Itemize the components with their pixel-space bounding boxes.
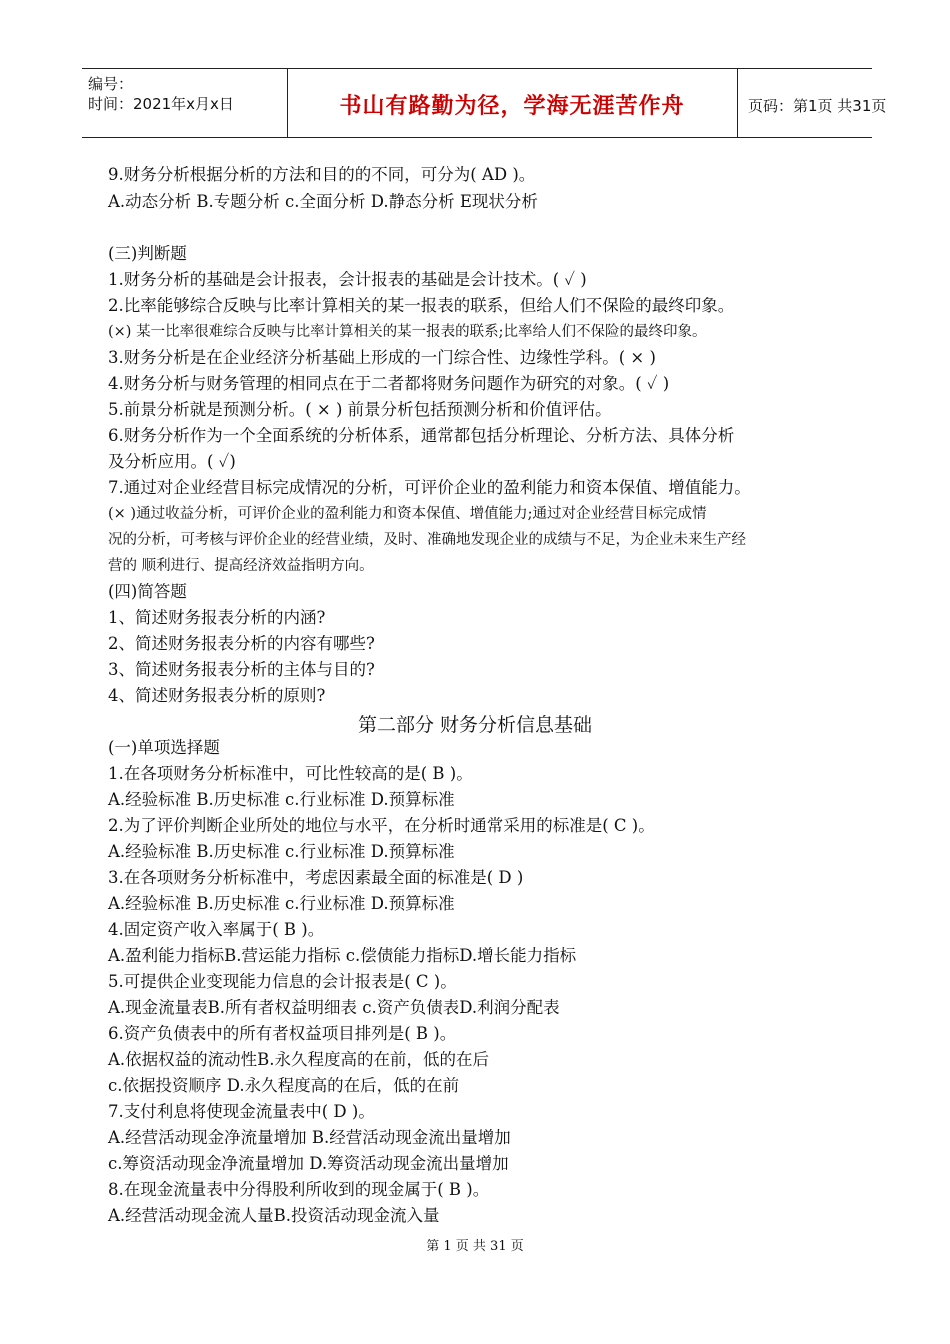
text-line: 4.固定资产收入率属于( B )。 bbox=[108, 920, 325, 939]
document-time-label: 时间：2021年x月x日 bbox=[88, 95, 234, 113]
text-line: (×) 某一比率很难综合反映与比率计算相关的某一报表的联系;比率给人们不保险的最终印象。 bbox=[108, 324, 707, 340]
section-title: 第二部分 财务分析信息基础 bbox=[357, 714, 593, 736]
text-line: 7.通过对企业经营目标完成情况的分析，可评价企业的盈利能力和资本保值、增值能力。 bbox=[108, 478, 751, 497]
text-line: 4.财务分析与财务管理的相同点在于二者都将财务问题作为研究的对象。( ✓ ) bbox=[108, 374, 670, 393]
text-line: (三)判断题 bbox=[108, 244, 187, 263]
text-line: 2、简述财务报表分析的内容有哪些? bbox=[108, 634, 375, 653]
text-line: 3、简述财务报表分析的主体与目的? bbox=[108, 660, 375, 679]
text-line: 6.财务分析作为一个全面系统的分析体系，通常都包括分析理论、分析方法、具体分析 bbox=[108, 426, 735, 445]
text-line: 4、简述财务报表分析的原则? bbox=[108, 686, 326, 705]
text-line: 5.可提供企业变现能力信息的会计报表是( C )。 bbox=[108, 972, 457, 991]
text-line: A.经营活动现金流人量B.投资活动现金流入量 bbox=[108, 1206, 440, 1225]
text-line: 营的 顺利进行、提高经济效益指明方向。 bbox=[108, 558, 374, 574]
text-line: 及分析应用。( ✓) bbox=[108, 452, 236, 471]
header-middle-cell bbox=[287, 69, 738, 137]
text-line: (× )通过收益分析，可评价企业的盈利能力和资本保值、增值能力;通过对企业经营目标完成情 bbox=[108, 506, 707, 522]
text-line: A.盈利能力指标B.营运能力指标 c.偿债能力指标D.增长能力指标 bbox=[108, 946, 577, 965]
text-line: (一)单项选择题 bbox=[108, 738, 220, 757]
text-line: 1.财务分析的基础是会计报表，会计报表的基础是会计技术。( ✓ ) bbox=[108, 270, 587, 289]
text-line: 5.前景分析就是预测分析。( × ) 前景分析包括预测分析和价值评估。 bbox=[108, 400, 612, 419]
text-line: 3.在各项财务分析标准中，考虑因素最全面的标准是( D ) bbox=[108, 868, 524, 887]
text-line: (四)简答题 bbox=[108, 582, 187, 601]
text-line: 9.财务分析根据分析的方法和目的的不同，可分为( AD )。 bbox=[108, 165, 536, 184]
header-page-info: 页码：第1页 共31页 bbox=[748, 97, 887, 115]
header-motto: 书山有路勤为径，学海无涯苦作舟 bbox=[339, 94, 685, 119]
header-left-cell bbox=[82, 69, 288, 137]
text-line: A.经验标准 B.历史标准 c.行业标准 D.预算标准 bbox=[108, 894, 455, 913]
text-line: c.依据投资顺序 D.永久程度高的在后，低的在前 bbox=[108, 1076, 460, 1095]
text-line: 况的分析，可考核与评价企业的经营业绩，及时、准确地发现企业的成绩与不足，为企业未来生产经 bbox=[108, 532, 746, 548]
text-line: A.现金流量表B.所有者权益明细表 c.资产负债表D.利润分配表 bbox=[108, 998, 560, 1017]
text-line: A.经验标准 B.历史标准 c.行业标准 D.预算标准 bbox=[108, 842, 455, 861]
text-line: 6.资产负债表中的所有者权益项目排列是( B )。 bbox=[108, 1024, 457, 1043]
page-footer: 第 1 页 共 31 页 bbox=[426, 1239, 524, 1254]
document-number-label: 编号： bbox=[88, 75, 134, 93]
text-line: 8.在现金流量表中分得股利所收到的现金属于( B )。 bbox=[108, 1180, 490, 1199]
text-line: A.依据权益的流动性B.永久程度高的在前，低的在后 bbox=[108, 1050, 490, 1069]
text-line: 2.比率能够综合反映与比率计算相关的某一报表的联系，但给人们不保险的最终印象。 bbox=[108, 296, 735, 315]
text-line: 2.为了评价判断企业所处的地位与水平，在分析时通常采用的标准是( C )。 bbox=[108, 816, 655, 835]
page-header bbox=[82, 68, 887, 138]
text-line: 1、简述财务报表分析的内涵? bbox=[108, 608, 326, 627]
text-line: A.经验标准 B.历史标准 c.行业标准 D.预算标准 bbox=[108, 790, 455, 809]
text-line: 1.在各项财务分析标准中，可比性较高的是( B )。 bbox=[108, 764, 473, 783]
header-right-cell bbox=[738, 69, 887, 137]
text-line: A.动态分析 B.专题分析 c.全面分析 D.静态分析 E现状分析 bbox=[108, 192, 538, 211]
text-line: A.经营活动现金净流量增加 B.经营活动现金流出量增加 bbox=[108, 1128, 511, 1147]
text-line: c.筹资活动现金净流量增加 D.筹资活动现金流出量增加 bbox=[108, 1154, 509, 1173]
text-line: 7.支付利息将使现金流量表中( D )。 bbox=[108, 1102, 375, 1121]
text-line: 3.财务分析是在企业经济分析基础上形成的一门综合性、边缘性学科。( × ) bbox=[108, 348, 656, 367]
